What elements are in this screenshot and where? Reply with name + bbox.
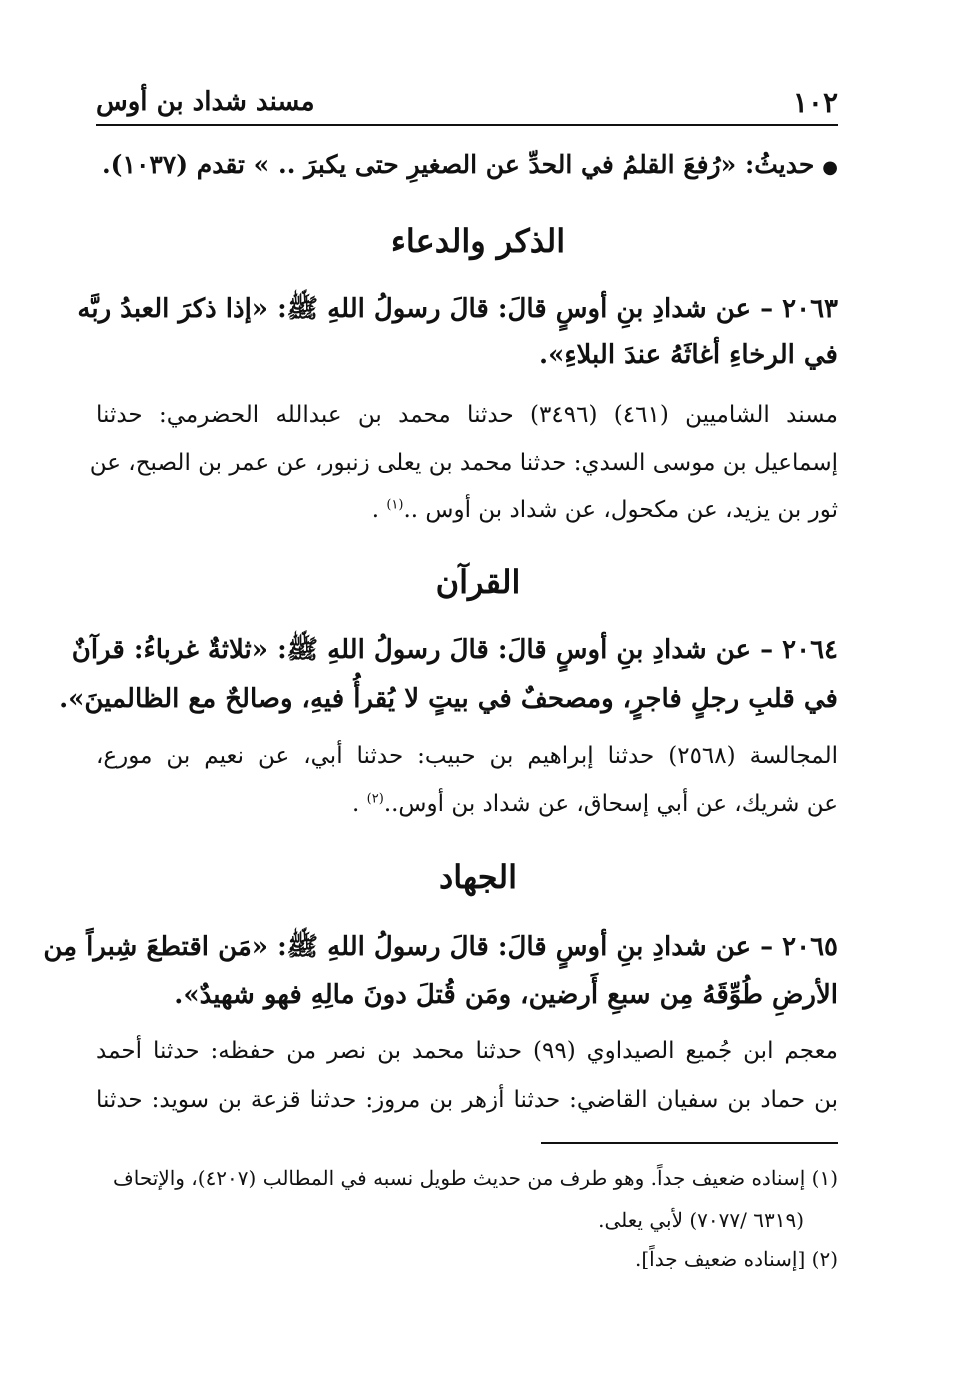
source-2063-line-1: مسند الشاميين (٤٦١) (٣٤٩٦) حدثنا محمد بن عبدالله الحضرمي: حدثنا — [96, 402, 838, 428]
source-2063-line-3: ثور بن يزيد، عن مكحول، عن شداد بن أوس ..$^{(١)}$ . — [371, 497, 838, 523]
running-title: مسند شداد بن أوس — [96, 87, 315, 117]
source-2064-line-2: عن شريك، عن أبي إسحاق، عن شداد بن أوس..$^{(٢)}$ . — [352, 791, 838, 817]
footnote-separator — [541, 1142, 838, 1144]
source-2064-line-2-text: عن شريك، عن أبي إسحاق، عن شداد بن أوس.. — [383, 791, 838, 817]
hadith-2064-line-2: في قلبِ رجلٍ فاجرٍ، ومصحفٌ في بيتٍ لا يُقرأُ فيهِ، وصالحٌ مع الظالمينَ». — [59, 684, 838, 714]
hadith-2064-line-1: ٢٠٦٤ – عن شدادِ بنِ أوسٍ قالَ: قالَ رسولُ اللهِ ﷺ: «ثلاثةٌ غرباءُ: قرآنٌ — [71, 635, 838, 665]
hadith-2065-line-2: الأرضِ طُوِّقَهُ مِن سبعِ أَرضين، ومَن قُتلَ دونَ مالِهِ فهو شهيدٌ». — [174, 980, 838, 1010]
page-number: ١٠٢ — [792, 85, 838, 119]
hadith-2065-line-1: ٢٠٦٥ – عن شدادِ بنِ أوسٍ قالَ: قالَ رسولُ اللهِ ﷺ: «مَن اقتطعَ شِبراً مِن — [43, 932, 838, 962]
source-2063-line-3-text: ثور بن يزيد، عن مكحول، عن شداد بن أوس .. — [403, 497, 838, 523]
source-2065-line-1: معجم ابن جُميع الصيداوي (٩٩) حدثنا محمد بن نصر من حفظه: حدثنا أحمد — [96, 1038, 838, 1064]
footnote-2: (٢) [إسناده ضعيف جداً]. — [634, 1247, 838, 1271]
footnote-ref-1[interactable]: (١) — [386, 497, 404, 513]
section-heading-jihad: الجهاد — [438, 858, 518, 896]
source-2063-line-2: إسماعيل بن موسى السدي: حدثنا محمد بن يعلى زنبور، عن عمر بن الصبح، عن — [89, 450, 838, 476]
footnote-ref-2[interactable]: (٢) — [366, 791, 384, 807]
footnote-1-line-1: (١) إسناده ضعيف جداً. وهو طرف من حديث طويل نسبه في المطالب (٤٢٠٧)، والإتحاف — [113, 1166, 838, 1190]
source-2065-line-2: بن حماد بن سفيان القاضي: حدثنا أزهر بن مروز: حدثنا قزعة بن سويد: حدثنا — [96, 1087, 838, 1113]
cross-reference-note — [96, 150, 838, 179]
cross-reference-text: حديثُ: «رُفعَ القلمُ في الحدِّ عن الصغيرِ حتى يكبرَ .. » تقدم (١٠٣٧). — [101, 150, 815, 179]
bullet-icon: ● — [822, 157, 838, 178]
source-2064-line-1: المجالسة (٢٥٦٨) حدثنا إبراهيم بن حبيب: حدثنا أبي، عن نعيم بن مورع، — [96, 743, 838, 769]
section-heading-quran: القرآن — [435, 563, 521, 601]
hadith-2063-line-1: ٢٠٦٣ – عن شدادِ بنِ أوسٍ قالَ: قالَ رسولُ اللهِ ﷺ: «إذا ذكرَ العبدُ ربَّه — [77, 294, 838, 324]
section-heading-dhikr: الذكر والدعاء — [390, 222, 566, 260]
page-header — [96, 80, 838, 126]
footnote-1-line-2: (٦٣١٩ /٧٠٧٧) لأبي يعلى. — [598, 1208, 804, 1232]
hadith-2063-line-2: في الرخاءِ أغاثَهُ عندَ البلاءِ». — [539, 340, 838, 370]
